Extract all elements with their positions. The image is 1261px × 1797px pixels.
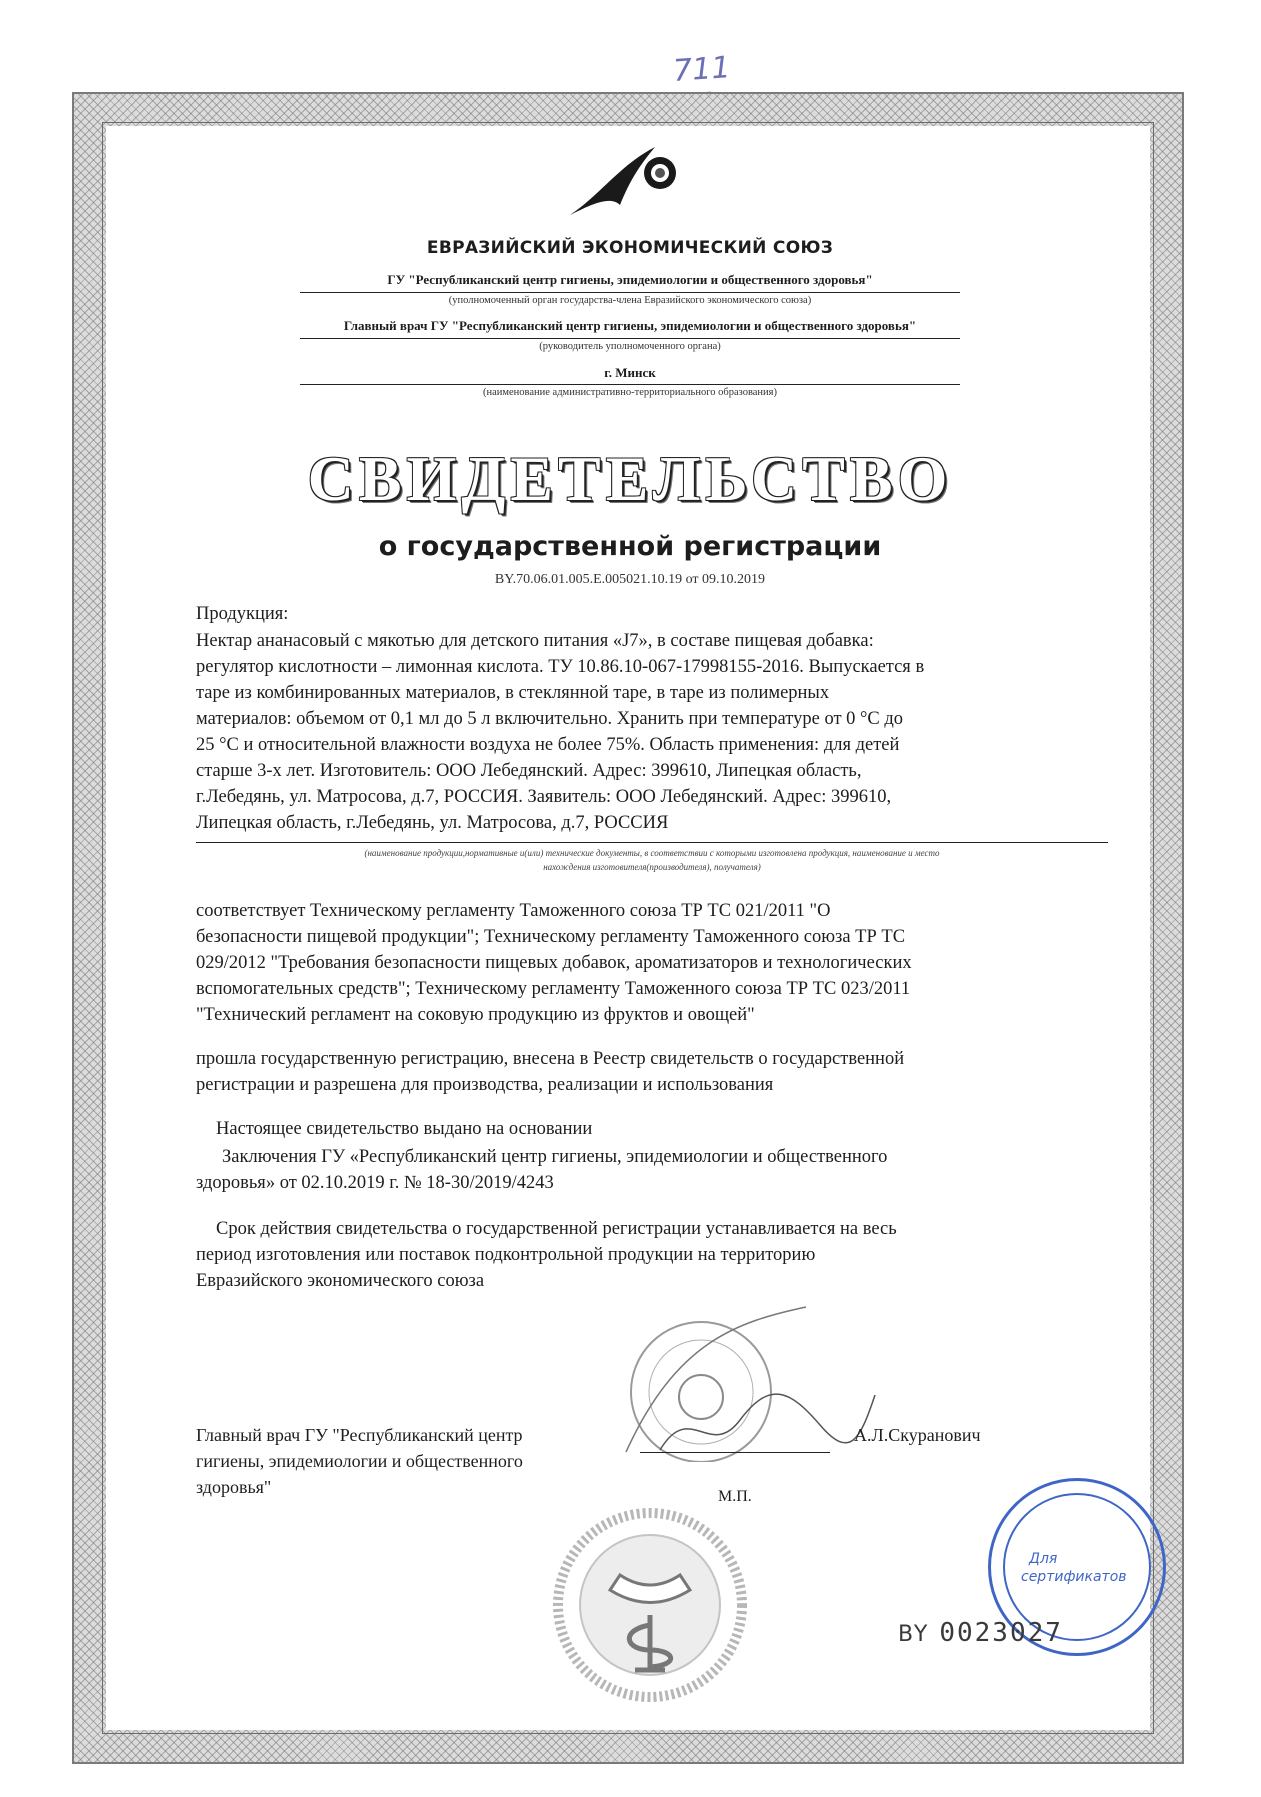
compliance-line: безопасности пищевой продукции"; Техническому регламенту Таможенного союза ТР ТС [196,927,906,947]
product-line: регулятор кислотности – лимонная кислота. ТУ 10.86.10-067-17998155-2016. Выпускается в [196,657,925,677]
signatory-position-line: Главный врач ГУ "Республиканский центр [196,1425,523,1445]
compliance-text [196,898,1108,1028]
product-line: материалов: объемом от 0,1 мл до 5 л включительно. Хранить при температуре от 0 °С до [196,709,904,729]
divider [300,338,960,339]
organization-caption: (уполномоченный орган государства-члена Евразийского экономического союза) [448,295,812,306]
divider [300,292,960,293]
registration-number: BY.70.06.01.005.E.005021.10.19 от 09.10.2019 [494,572,766,587]
organization-name: ГУ "Республиканский центр гигиены, эпидемиологии и общественного здоровья" [387,272,873,287]
registration-text [196,1046,1108,1098]
compliance-line: "Технический регламент на соковую продукцию из фруктов и овощей" [196,1005,755,1025]
signatory-name: А.Л.Скуранович [854,1425,981,1445]
validity-line: Срок действия свидетельства о государственной регистрации устанавливается на весь [216,1219,897,1239]
serial-digits: 0023027 [939,1618,1063,1648]
stamp-text-line: Для [1029,1551,1058,1567]
validity-line: Евразийского экономического союза [196,1271,485,1291]
divider [196,842,1108,843]
product-caption-line: нахождения изготовителя(производителя), получателя) [543,862,761,872]
compliance-line: соответствует Техническому регламенту Таможенного союза ТР ТС 021/2011 "О [196,901,831,921]
registration-line: регистрации и разрешена для производства, реализации и использования [196,1075,774,1095]
product-line: 25 °С и относительной влажности воздуха не более 75%. Область применения: для детей [196,735,900,755]
compliance-line: вспомогательных средств"; Техническому регламенту Таможенного союза ТР ТС 023/2011 [196,979,911,999]
product-caption [196,846,1108,874]
registration-line: прошла государственную регистрацию, внесена в Реестр свидетельств о государственной [196,1049,905,1069]
handwritten-note: 711 [671,50,732,89]
certificate-title: СВИДЕТЕЛЬСТВО [307,443,953,514]
product-line: Нектар ананасовый с мякотью для детского питания «J7», в составе пищевая добавка: [196,631,874,651]
eaeu-logo-icon [560,135,690,225]
validity-line: период изготовления или поставок подконтрольной продукции на территорию [196,1245,816,1265]
product-line: г.Лебедянь, ул. Матросова, д.7, РОССИЯ. Заявитель: ООО Лебедянский. Адрес: 399610, [196,787,892,807]
basis-line: Заключения ГУ «Республиканский центр гигиены, эпидемиологии и общественного [222,1147,888,1167]
signatory-position-line: гигиены, эпидемиологии и общественного [196,1451,523,1471]
basis-intro: Настоящее свидетельство выдано на основании [216,1119,593,1139]
product-description [196,628,1108,836]
union-name: ЕВРАЗИЙСКИЙ ЭКОНОМИЧЕСКИЙ СОЮЗ [426,238,834,258]
certificate-subtitle: о государственной регистрации [378,531,882,562]
head-of-organization: Главный врач ГУ "Республиканский центр гигиены, эпидемиологии и общественного здоровья" [343,318,917,333]
handwritten-signature-icon [650,1380,880,1470]
signatory-position-line: здоровья" [196,1477,272,1497]
city: г. Минск [604,365,656,380]
serial-prefix: BY [898,1622,930,1647]
basis-text [196,1144,1108,1196]
city-caption: (наименование административно-территориального образования) [482,387,777,398]
signatory-position [196,1422,616,1500]
validity-text [196,1216,1108,1294]
compliance-line: 029/2012 "Требования безопасности пищевых добавок, ароматизаторов и технологических [196,953,912,973]
product-caption-line: (наименование продукции,нормативные и(или) технические документы, в соответствии с которыми изготовлена продукция, наименование и место [364,848,940,858]
divider [300,384,960,385]
product-line: Липецкая область, г.Лебедянь, ул. Матросова, д.7, РОССИЯ [196,813,669,833]
product-line: старше 3-х лет. Изготовитель: ООО Лебедянский. Адрес: 399610, Липецкая область, [196,761,862,781]
seal-label: М.П. [718,1488,752,1505]
head-caption: (руководитель уполномоченного органа) [539,341,721,352]
serial-number [898,1618,1063,1648]
stamp-text-line: сертификатов [1021,1569,1127,1585]
product-label: Продукция: [196,604,289,624]
hygiene-emblem-icon [550,1505,750,1705]
product-line: таре из комбинированных материалов, в стеклянной таре, в таре из полимерных [196,683,830,703]
basis-line: здоровья» от 02.10.2019 г. № 18-30/2019/4243 [196,1173,554,1193]
